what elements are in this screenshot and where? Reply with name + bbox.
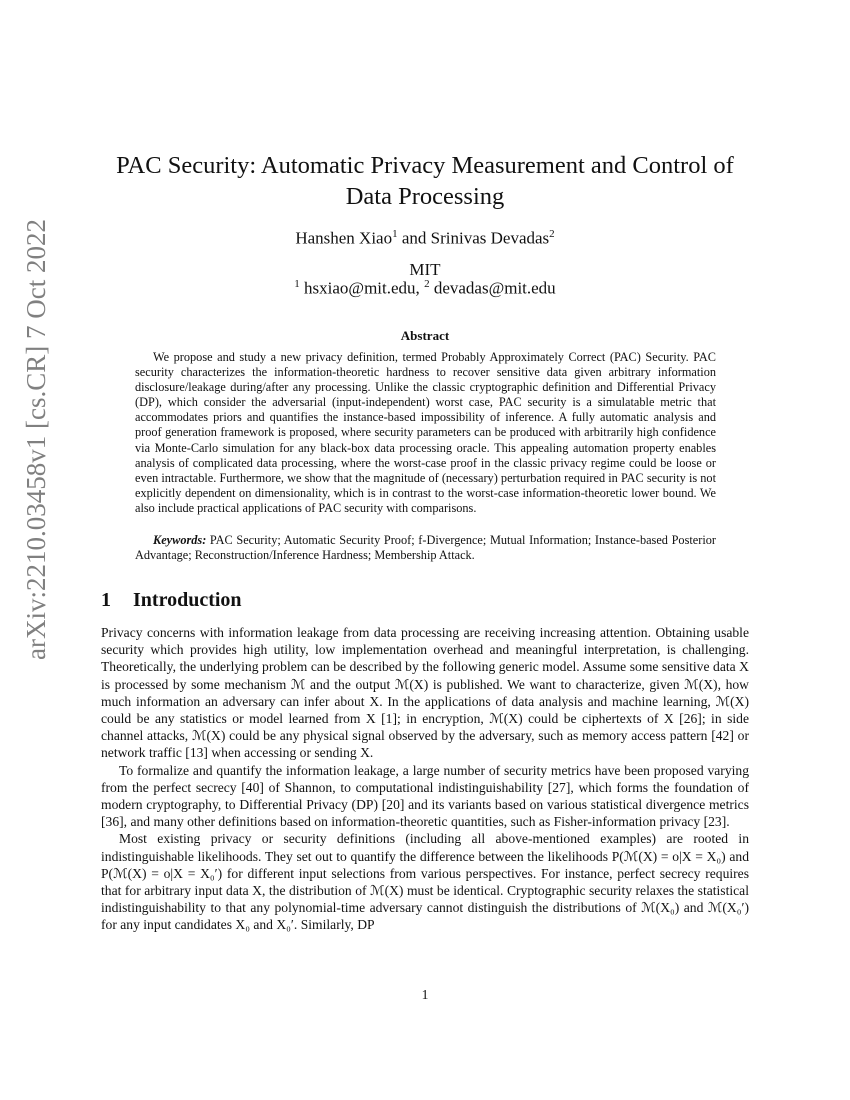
paragraph: Most existing privacy or security definitions (including all above-mentioned examples) are rooted in indistinguishable likelihoods. They set out to quantify the difference between the likelihoods P(ℳ(X) = o|X = X₀) and P(ℳ(X) = o|X = X₀′) for different input selections from various perspectives. For instance, perfect secrecy requires that for arbitrary input data X, the distribution of ℳ(X) must be identical. Cryptographic security relaxes the statistical indistinguishability to that any polynomial-time adversary cannot distinguish the distributions of ℳ(X₀) and ℳ(X₀′) for any input candidates X₀ and X₀′. Similarly, DP (101, 831, 749, 933)
author-name: Hanshen Xiao (295, 228, 393, 248)
author-line (100, 228, 750, 249)
email-line (100, 278, 750, 299)
author-name: Srinivas Devadas (430, 228, 550, 248)
arxiv-identifier: arXiv:2210.03458v1 [cs.CR] 7 Oct 2022 (21, 219, 51, 660)
page-number: 1 (421, 987, 429, 1002)
body-text (101, 624, 749, 934)
abstract-text: We propose and study a new privacy definition, termed Probably Approximately Correct (PAC) Security. PAC security characterizes the information-theoretic hardness to recover sensitive data given arbitrary information disclosure/leakage during/after any processing. Unlike the classic cryptographic definition and Differential Privacy (DP), which consider the adversarial (input-independent) worst case, PAC security is a simulatable metric that accommodates priors and quantifies the instance-based impossibility of inference. A fully automatic analysis and proof generation framework is proposed, where security parameters can be produced with arbitrarily high confidence via Monte-Carlo simulation for any black-box data processing oracle. This appealing automation property enables analysis of complicated data processing, where the worst-case proof in the classic privacy regime could be loose or even intractable. Furthermore, we show that the magnitude of (necessary) perturbation required in PAC security is not explicitly dependent on dimensionality, which is in contrast to the worst-case information-theoretic lower bound. We also include practical applications of PAC security with comparisons. (135, 350, 716, 515)
author-conjunction: and (397, 228, 431, 248)
keywords-label: Keywords: (153, 533, 207, 547)
affiliation-marker: 1 (294, 278, 300, 290)
paragraph: Privacy concerns with information leakage from data processing are receiving increasing attention. Obtaining usable security which provides high utility, low implementation overhead and meaningful interpretation, is challenging. Theoretically, the underlying problem can be described by the following generic model. Assume some sensitive data X is processed by some mechanism ℳ and the output ℳ(X) is published. We want to characterize, given ℳ(X), how much information an adversary can infer about X. In the applications of data analysis and machine learning, ℳ(X) could be any statistics or model learned from X [1]; in encryption, ℳ(X) could be ciphertexts of X [26]; in side channel attacks, ℳ(X) could be any physical signal observed by the adversary, such as memory access pattern [42] or network traffic [13] when accessing or sending X. (101, 625, 749, 761)
section-heading (101, 589, 242, 612)
affiliation-marker: 2 (424, 278, 430, 290)
abstract-heading: Abstract (400, 328, 450, 343)
section-title: Introduction (133, 589, 242, 611)
paragraph: To formalize and quantify the information leakage, a large number of security metrics have been proposed varying from the perfect secrecy [40] of Shannon, to computational indistinguishability [27], which forms the foundation of modern cryptography, to Differential Privacy (DP) [20] and its variants based on various statistical divergence metrics [36], and many other definitions based on information-theoretic quantities, such as Fisher-information privacy [23]. (101, 762, 749, 830)
author-email: hsxiao@mit.edu, (299, 278, 425, 298)
author-email: devadas@mit.edu (429, 278, 556, 298)
keywords (135, 533, 716, 563)
affiliation-marker: 2 (549, 228, 555, 240)
affiliation-marker: 1 (392, 228, 398, 240)
section-number: 1 (101, 589, 111, 611)
keywords-text: PAC Security; Automatic Security Proof; f-Divergence; Mutual Information; Instance-based Posterior Advantage; Reconstruction/Inference Hardness; Membership Attack. (135, 533, 716, 563)
affiliation: MIT (409, 260, 441, 279)
paper-title: PAC Security: Automatic Privacy Measurement and Control of Data Processing (116, 152, 734, 210)
